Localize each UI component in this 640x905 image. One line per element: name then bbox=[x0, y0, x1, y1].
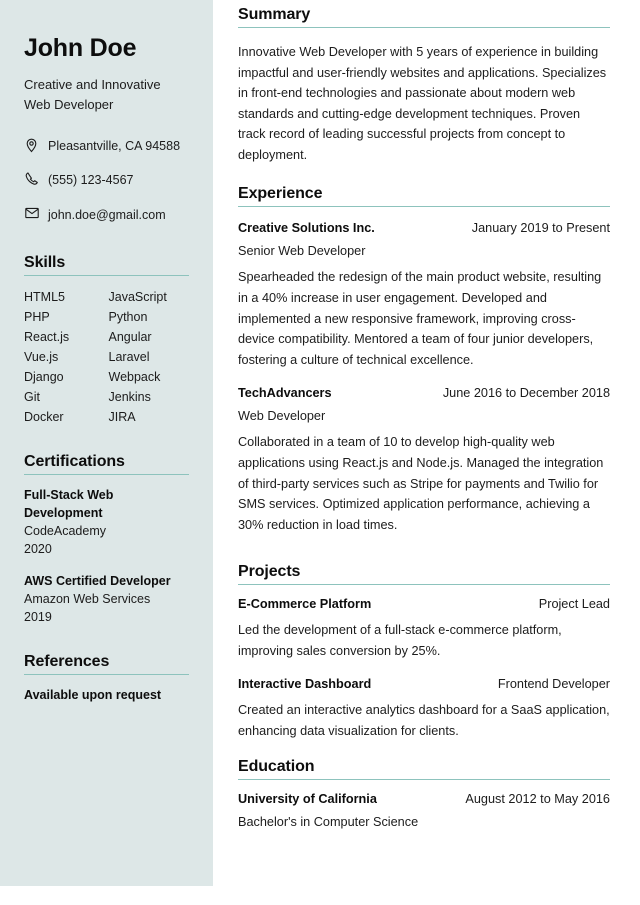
education-entry bbox=[238, 792, 610, 829]
candidate-tagline: Creative and Innovative Web Developer bbox=[24, 77, 161, 113]
experience-company: TechAdvancers bbox=[238, 386, 332, 401]
skills-section bbox=[24, 254, 189, 427]
section-spacer bbox=[238, 551, 610, 563]
experience-role: Senior Web Developer bbox=[238, 244, 366, 259]
skill-item: JavaScript bbox=[108, 289, 167, 304]
project-entry-header bbox=[238, 597, 610, 611]
skill-item: Python bbox=[108, 309, 148, 324]
skill-item: Angular bbox=[108, 329, 152, 344]
skill-item: Laravel bbox=[108, 349, 150, 364]
experience-role: Web Developer bbox=[238, 409, 326, 424]
contact-item-phone bbox=[24, 171, 189, 189]
project-role: Frontend Developer bbox=[497, 677, 610, 692]
certification-organization: Amazon Web Services bbox=[24, 592, 151, 607]
skill-item: JIRA bbox=[108, 409, 136, 424]
education-heading: Education bbox=[238, 758, 610, 780]
experience-dates: June 2016 to December 2018 bbox=[442, 386, 610, 401]
phone-icon bbox=[24, 171, 39, 187]
skill-item: Jenkins bbox=[108, 389, 151, 404]
experience-entry bbox=[238, 221, 610, 370]
references-section bbox=[24, 653, 189, 704]
project-description: Led the development of a full-stack e-commerce platform, improving sales conversion by 25%. bbox=[238, 623, 562, 658]
contact-phone-value: (555) 123-4567 bbox=[48, 173, 134, 188]
location-pin-icon bbox=[24, 137, 39, 153]
certification-year: 2020 bbox=[24, 542, 52, 557]
experience-heading: Experience bbox=[238, 185, 610, 207]
skill-item: Git bbox=[24, 389, 40, 404]
certification-organization: CodeAcademy bbox=[24, 523, 106, 538]
experience-dates: January 2019 to Present bbox=[471, 221, 610, 236]
education-section bbox=[238, 758, 610, 829]
experience-company: Creative Solutions Inc. bbox=[238, 221, 375, 236]
certification-item bbox=[24, 572, 189, 626]
skill-item: React.js bbox=[24, 329, 70, 344]
skill-item: Docker bbox=[24, 409, 64, 424]
project-entry bbox=[238, 677, 610, 741]
skill-item: PHP bbox=[24, 309, 50, 324]
project-role: Project Lead bbox=[538, 597, 610, 612]
education-degree: Bachelor's in Computer Science bbox=[238, 814, 419, 829]
contact-location-value: Pleasantville, CA 94588 bbox=[48, 139, 181, 154]
candidate-name: John Doe bbox=[24, 34, 137, 62]
project-name: Interactive Dashboard bbox=[238, 677, 372, 692]
skills-heading: Skills bbox=[24, 254, 189, 276]
certification-item bbox=[24, 486, 189, 559]
skills-grid bbox=[24, 287, 189, 427]
contact-list bbox=[24, 137, 189, 223]
education-entry-header bbox=[238, 792, 610, 806]
experience-entry-header bbox=[238, 386, 610, 400]
certification-year: 2019 bbox=[24, 610, 52, 625]
projects-heading: Projects bbox=[238, 563, 610, 585]
project-entry-header bbox=[238, 677, 610, 691]
experience-entry bbox=[238, 386, 610, 535]
certification-title: Full-Stack Web Development bbox=[24, 487, 114, 520]
project-entry bbox=[238, 597, 610, 661]
experience-entry-header bbox=[238, 221, 610, 235]
education-dates: August 2012 to May 2016 bbox=[465, 791, 610, 806]
projects-section bbox=[238, 563, 610, 741]
skill-item: HTML5 bbox=[24, 289, 65, 304]
summary-heading: Summary bbox=[238, 6, 610, 28]
skill-item: Django bbox=[24, 369, 64, 384]
experience-section bbox=[238, 185, 610, 535]
sidebar bbox=[0, 0, 213, 886]
contact-item-email bbox=[24, 206, 189, 224]
certification-title: AWS Certified Developer bbox=[24, 574, 171, 589]
experience-description: Collaborated in a team of 10 to develop high-quality web applications using React.js and Node.js. Managed the integration of third-party services such as Stripe for payments and Twilio for SMS services. Optimized application performance, achieving a 30% reduction in load times. bbox=[238, 435, 604, 532]
summary-section bbox=[238, 6, 610, 165]
experience-description: Spearheaded the redesign of the main product website, resulting in a 40% increase in user engagement. Developed and implemented a new responsive framework, improving cross-device compatibility. Mentored a team of four junior developers, fostering a culture of technical excellence. bbox=[238, 270, 602, 367]
certifications-section bbox=[24, 453, 189, 627]
certifications-heading: Certifications bbox=[24, 453, 189, 475]
envelope-icon bbox=[24, 206, 39, 222]
project-description: Created an interactive analytics dashboard for a SaaS application, enhancing data visualization for clients. bbox=[238, 703, 610, 738]
contact-email-value: john.doe@gmail.com bbox=[48, 207, 166, 222]
skill-item: Webpack bbox=[108, 369, 161, 384]
project-name: E-Commerce Platform bbox=[238, 597, 372, 612]
main-content bbox=[213, 0, 640, 865]
skill-item: Vue.js bbox=[24, 349, 59, 364]
references-heading: References bbox=[24, 653, 189, 675]
contact-item-location bbox=[24, 137, 189, 155]
summary-text: Innovative Web Developer with 5 years of experience in building impactful and user-friendly websites and applications. Specializes in front-end technologies and passionate about modern web standards and cutting-edge development techniques. Proven track record of leading successful projects from concept to deployment. bbox=[238, 45, 607, 162]
references-text: Available upon request bbox=[24, 687, 162, 702]
education-school: University of California bbox=[238, 791, 377, 806]
